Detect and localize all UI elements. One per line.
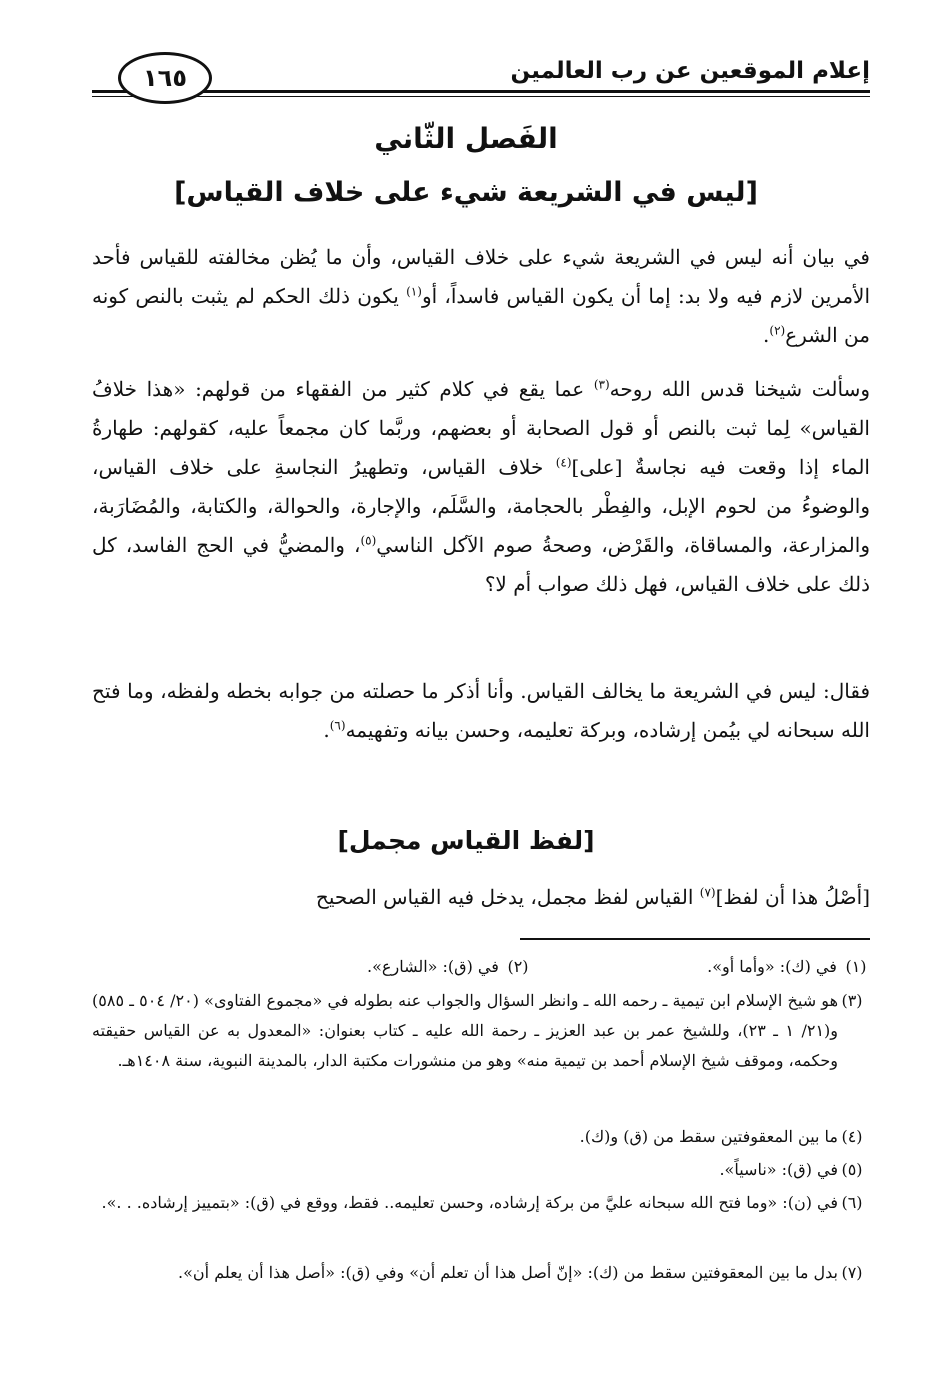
footnote-7-text: بدل ما بين المعقوفتين سقط من (ك): «إنّ أصل هذا أن تعلم أن» وفي (ق): «أصل هذا أن يعلم أن». bbox=[178, 1263, 838, 1282]
paragraph-1-end: يكون ذلك الحكم لم يثبت بالنص كونه من الشرع bbox=[92, 284, 870, 347]
footnote-1-number: (١) bbox=[845, 957, 867, 976]
paragraph-2-c: خلاف القياس، وتطهيرُ النجاسةِ على خلاف القياس، والوضوءُ من لحوم الإبل، والفِطْر بالحجامة، والسَّلَم، والإجارة، والحوالة، والكتابة، والمُضَارَبة، والمزارعة، والمساقاة، والقَرْض، وصحةُ صوم الآكل الناسي bbox=[92, 455, 870, 557]
paragraph-4-b: القياس لفظ مجمل، يدخل فيه القياس الصحيح bbox=[315, 885, 694, 909]
chapter-subtitle: [ليس في الشريعة شيء على خلاف القياس] bbox=[174, 177, 758, 208]
footnote-7-number: (٧) bbox=[841, 1263, 863, 1282]
footnote-7 bbox=[92, 1258, 863, 1288]
paragraph-1-text: في بيان أنه ليس في الشريعة شيء على خلاف القياس، وأن ما يُظن مخالفته للقياس فأحد الأمرين لازم فيه ولا بد: إما أن يكون القياس فاسداً، أو bbox=[92, 245, 870, 308]
footnote-ref-4: (٤) bbox=[555, 455, 572, 470]
footnote-6 bbox=[92, 1188, 863, 1218]
footnote-5-number: (٥) bbox=[841, 1160, 863, 1179]
header-rule bbox=[92, 90, 870, 93]
paragraph-3 bbox=[92, 672, 870, 750]
paragraph-2-d: ، والمضيُّ في الحج الفاسد، كل ذلك على خلاف القياس، فهل ذلك صواب أم لا؟ bbox=[92, 533, 870, 596]
footnote-1 bbox=[707, 952, 870, 982]
footnote-ref-7: (٧) bbox=[699, 885, 716, 900]
footnote-ref-2: (٢) bbox=[769, 323, 786, 338]
footnote-3-text: هو شيخ الإسلام ابن تيمية ـ رحمه الله ـ وانظر السؤال والجواب عنه بطوله في «مجموع الفتاوى» (٢٠/ ٥٠٤ ـ ٥٨٥) و(٢١/ ١ ـ ٢٣)، وللشيخ عمر بن عبد العزيز ـ رحمة الله عليه ـ كتاب بعنوان: «المعدول به عن القياس حقيقته وحكمه، وموقف شيخ الإسلام أحمد بن تيمية منه» وهو من منشورات مكتبة الدار، بالمدينة النبوية، سنة ١٤٠٨هـ. bbox=[92, 991, 839, 1070]
paragraph-1 bbox=[92, 238, 870, 355]
footnote-ref-6: (٦) bbox=[329, 718, 346, 733]
footnote-ref-3: (٣) bbox=[593, 377, 610, 392]
footnote-separator bbox=[520, 938, 870, 940]
footnote-ref-1: (١) bbox=[406, 284, 422, 299]
header-rule-thin bbox=[92, 96, 870, 97]
footnote-2-number: (٢) bbox=[507, 957, 529, 976]
paragraph-2-a: وسألت شيخنا قدس الله روحه bbox=[609, 377, 871, 401]
paragraph-4 bbox=[92, 878, 870, 917]
footnote-4-number: (٤) bbox=[841, 1127, 863, 1146]
footnote-5-text: في (ق): «ناسياً». bbox=[719, 1160, 838, 1179]
footnote-2 bbox=[367, 952, 532, 982]
running-title: إعلام الموقعين عن رب العالمين bbox=[510, 58, 870, 84]
footnote-6-number: (٦) bbox=[841, 1193, 863, 1212]
paragraph-3-tail: . bbox=[323, 718, 330, 742]
footnote-2-text: في (ق): «الشارع». bbox=[367, 957, 499, 976]
paragraph-3-text: فقال: ليس في الشريعة ما يخالف القياس. وأنا أذكر ما حصلته من جوابه بخطه ولفظه، وما فتح الله سبحانه لي بيُمن إرشاده، وبركة تعليمه، وحسن بيانه وتفهيمه bbox=[92, 679, 870, 742]
footnote-6-text: في (ن): «وما فتح الله سبحانه عليَّ من بركة إرشاده، وحسن تعليمه.. فقط، ووقع في (ق): «بتمييز إرشاده. . .». bbox=[101, 1193, 838, 1212]
footnote-3 bbox=[92, 986, 863, 1076]
footnote-3-number: (٣) bbox=[841, 991, 863, 1010]
footnote-5 bbox=[92, 1155, 863, 1185]
paragraph-1-tail: . bbox=[763, 323, 770, 347]
footnote-4-text: ما بين المعقوفتين سقط من (ق) و(ك). bbox=[579, 1127, 838, 1146]
paragraph-2 bbox=[92, 370, 870, 604]
paragraph-4-a: [أصْلُ هذا أن لفظ] bbox=[715, 885, 870, 909]
section-title: [لفظ القياس مجمل] bbox=[337, 826, 595, 855]
paragraph-2-b: عما يقع في كلام كثير من الفقهاء من قولهم: «هذا خلافُ القياس» لِما ثبت بالنص أو قول الصحابة أو بعضهم، وربَّما كان مجمعاً عليه، كقولهم: طهارةُ الماء إذا وقعت فيه نجاسةٌ [على] bbox=[92, 377, 870, 479]
page-number: ١٦٥ bbox=[118, 52, 212, 104]
chapter-title: الفَصل الثّاني bbox=[374, 122, 558, 155]
footnote-ref-5: (٥) bbox=[360, 533, 377, 548]
footnote-1-text: في (ك): «وأما أو». bbox=[707, 957, 837, 976]
footnote-4 bbox=[92, 1122, 863, 1152]
